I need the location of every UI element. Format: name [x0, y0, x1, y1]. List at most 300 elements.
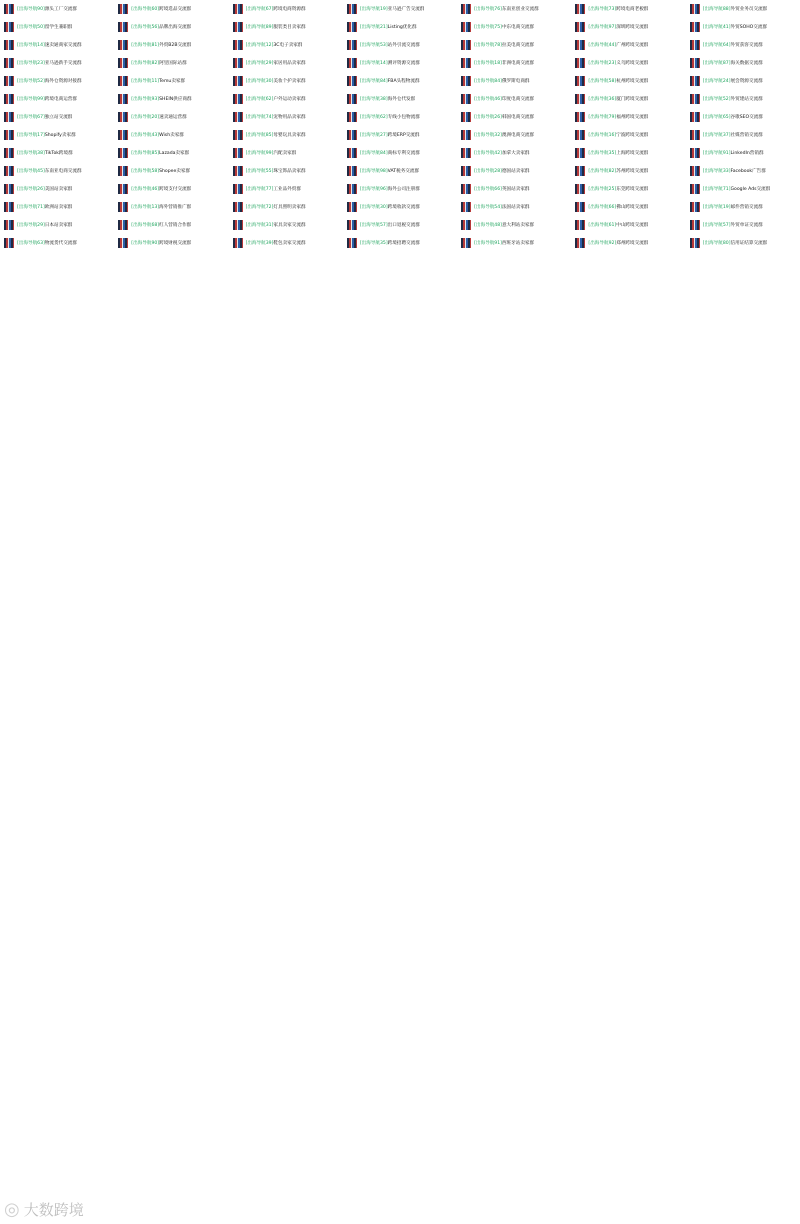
- group-name: 出口退税交流群: [387, 223, 420, 228]
- group-name: 外贸单证交流群: [730, 223, 763, 228]
- group-avatar-icon: [4, 130, 14, 140]
- group-avatar-icon: [461, 148, 471, 158]
- group-list-item[interactable]: [347, 126, 457, 144]
- group-list-item[interactable]: [233, 108, 343, 126]
- group-list-item[interactable]: [690, 234, 800, 252]
- group-name: 中东电商交流群: [501, 25, 535, 30]
- group-id-tag: [出海导航67]: [245, 7, 274, 12]
- group-list-item[interactable]: [575, 126, 685, 144]
- group-id-tag: [出海导航72]: [245, 205, 274, 210]
- group-avatar-icon: [690, 130, 700, 140]
- group-name: 外贸获客交流群: [730, 43, 763, 48]
- group-list-item[interactable]: [575, 144, 685, 162]
- group-avatar-icon: [575, 184, 585, 194]
- group-avatar-icon: [690, 112, 700, 122]
- group-avatar-icon: [4, 76, 14, 86]
- group-list-item[interactable]: [690, 144, 800, 162]
- group-name: Shopify卖家群: [44, 133, 76, 138]
- group-column: [118, 0, 228, 252]
- group-list-item[interactable]: [461, 90, 571, 108]
- group-list-item[interactable]: [690, 216, 800, 234]
- group-list-item[interactable]: [461, 54, 571, 72]
- group-avatar-icon: [690, 202, 700, 212]
- group-id-tag: [出海导航55]: [245, 169, 274, 174]
- group-name: 速卖通商家交流群: [44, 43, 82, 48]
- group-name: 东南亚电商交流群: [44, 169, 82, 174]
- group-name: 苏州跨境交流群: [616, 169, 649, 174]
- group-id-tag: [出海导航79]: [588, 115, 617, 120]
- group-id-tag: [出海导航20]: [131, 115, 160, 120]
- group-list-item[interactable]: [118, 108, 228, 126]
- group-name: 东南亚创业交流群: [501, 7, 539, 12]
- group-name: 厦门跨境交流群: [616, 97, 649, 102]
- group-avatar-icon: [347, 22, 357, 32]
- group-list-item[interactable]: [118, 234, 228, 252]
- group-list-item[interactable]: [347, 180, 457, 198]
- group-list-item[interactable]: [575, 180, 685, 198]
- group-list-item[interactable]: [575, 108, 685, 126]
- group-id-tag: [出海导航77]: [245, 187, 274, 192]
- group-id-tag: [出海导航88]: [702, 7, 731, 12]
- group-avatar-icon: [347, 4, 357, 14]
- group-id-tag: [出海导航38]: [17, 151, 45, 156]
- group-list-item[interactable]: [690, 126, 800, 144]
- group-avatar-icon: [347, 76, 357, 86]
- group-list-item[interactable]: [575, 198, 685, 216]
- group-id-tag: [出海导航30]: [359, 205, 388, 210]
- group-id-tag: [出海导航66]: [588, 205, 617, 210]
- group-list-item[interactable]: [118, 180, 228, 198]
- group-name: 测评资源交流群: [387, 61, 420, 66]
- group-name: 东莞跨境交流群: [616, 187, 649, 192]
- group-name: 中山跨境交流群: [616, 223, 649, 228]
- group-name: 亚马逊新手交流群: [44, 61, 82, 66]
- group-name: 海外仓代发群: [387, 97, 416, 102]
- group-list-item[interactable]: [233, 126, 343, 144]
- group-id-tag: [出海导航25]: [588, 187, 617, 192]
- group-id-tag: [出海导航84]: [359, 151, 388, 156]
- group-id-tag: [出海导航19]: [359, 7, 388, 12]
- group-list-item[interactable]: [118, 90, 228, 108]
- group-column: [4, 0, 114, 252]
- group-avatar-icon: [118, 148, 128, 158]
- group-name: 广州跨境交流群: [616, 43, 649, 48]
- group-name: 日本站卖家群: [44, 223, 73, 228]
- group-name: 跨境支付交流群: [159, 187, 192, 192]
- group-id-tag: [出海导航44]: [588, 43, 617, 48]
- group-list-item[interactable]: [233, 72, 343, 90]
- group-list-item[interactable]: [461, 36, 571, 54]
- group-avatar-icon: [461, 166, 471, 176]
- group-list-item[interactable]: [461, 162, 571, 180]
- group-list-item[interactable]: [347, 72, 457, 90]
- group-list-item[interactable]: [233, 0, 343, 18]
- group-avatar-icon: [461, 4, 471, 14]
- group-list-item[interactable]: [4, 234, 114, 252]
- group-id-tag: [出海导航99]: [245, 151, 274, 156]
- group-list-item[interactable]: [347, 90, 457, 108]
- group-id-tag: [出海导航65]: [702, 115, 731, 120]
- group-name: 外贸SOHO交流群: [730, 25, 768, 30]
- group-id-tag: [出海导航52]: [17, 79, 45, 84]
- group-avatar-icon: [575, 58, 585, 68]
- group-list-item[interactable]: [690, 0, 800, 18]
- group-name: Temu卖家群: [159, 79, 186, 84]
- group-id-tag: [出海导航62]: [359, 115, 388, 120]
- group-list-item[interactable]: [347, 162, 457, 180]
- group-id-tag: [出海导航71]: [702, 187, 731, 192]
- group-avatar-icon: [690, 76, 700, 86]
- group-name: 户外运动卖家群: [273, 97, 306, 102]
- group-list-item[interactable]: [347, 234, 457, 252]
- group-list-item[interactable]: [575, 18, 685, 36]
- group-list-item[interactable]: [4, 72, 114, 90]
- group-avatar-icon: [118, 58, 128, 68]
- group-name: 信用证结算交流群: [730, 241, 768, 246]
- group-avatar-icon: [4, 220, 14, 230]
- group-list-item[interactable]: [690, 36, 800, 54]
- group-avatar-icon: [347, 58, 357, 68]
- group-avatar-icon: [461, 220, 471, 230]
- group-list-item[interactable]: [461, 198, 571, 216]
- group-id-tag: [出海导航84]: [474, 79, 502, 84]
- group-avatar-icon: [4, 4, 14, 14]
- group-id-tag: [出海导航98]: [359, 169, 388, 174]
- group-avatar-icon: [4, 184, 14, 194]
- group-avatar-icon: [118, 22, 128, 32]
- group-list-item[interactable]: [233, 90, 343, 108]
- group-id-tag: [出海导航66]: [474, 187, 502, 192]
- group-id-tag: [出海导航48]: [474, 223, 502, 228]
- group-list-item[interactable]: [575, 90, 685, 108]
- group-id-tag: [出海导航27]: [359, 133, 388, 138]
- group-name: Facebook广告群: [730, 169, 766, 174]
- group-list-item[interactable]: [118, 72, 228, 90]
- group-list-item[interactable]: [347, 36, 457, 54]
- group-id-tag: [出海导航24]: [702, 79, 731, 84]
- group-id-tag: [出海导航97]: [588, 25, 617, 30]
- group-name: 汽配卖家群: [273, 151, 297, 156]
- group-list-item[interactable]: [4, 216, 114, 234]
- group-avatar-icon: [118, 40, 128, 50]
- group-name: 家居用品卖家群: [273, 61, 306, 66]
- group-name: 社媒营销交流群: [730, 133, 763, 138]
- group-list-item[interactable]: [347, 144, 457, 162]
- group-id-tag: [出海导航46]: [131, 187, 160, 192]
- group-avatar-icon: [575, 40, 585, 50]
- group-id-tag: [出海导航58]: [588, 79, 617, 84]
- group-avatar-icon: [461, 58, 471, 68]
- group-list-item[interactable]: [690, 198, 800, 216]
- group-list-item[interactable]: [233, 162, 343, 180]
- group-name: 英国站卖家群: [501, 187, 530, 192]
- group-name: Listing优化群: [387, 25, 417, 30]
- group-list-item[interactable]: [118, 18, 228, 36]
- group-avatar-icon: [233, 148, 243, 158]
- group-name: Google Ads交流群: [730, 187, 771, 192]
- group-id-tag: [出海导航41]: [702, 25, 731, 30]
- group-name: Shopee卖家群: [159, 169, 191, 174]
- group-avatar-icon: [118, 4, 128, 14]
- group-id-tag: [出海导航35]: [359, 241, 388, 246]
- group-name: 跨境电商老板群: [616, 7, 649, 12]
- group-id-tag: [出海导航11]: [131, 79, 160, 84]
- brand-text: 大数跨境: [23, 1201, 84, 1219]
- group-avatar-icon: [690, 40, 700, 50]
- group-list-item[interactable]: [575, 234, 685, 252]
- group-list-item[interactable]: [4, 162, 114, 180]
- group-name: 跨境电商运营群: [44, 97, 77, 102]
- group-id-tag: [出海导航12]: [245, 43, 274, 48]
- group-list-item[interactable]: [461, 72, 571, 90]
- group-name: 灯具照明卖家群: [273, 205, 306, 210]
- group-name: 福州跨境交流群: [616, 115, 649, 120]
- group-list-item[interactable]: [233, 198, 343, 216]
- group-list-item[interactable]: [575, 0, 685, 18]
- group-list-item[interactable]: [347, 108, 457, 126]
- group-list-item[interactable]: [690, 90, 800, 108]
- group-name: 杭州跨境交流群: [616, 79, 649, 84]
- group-avatar-icon: [233, 166, 243, 176]
- group-list-item[interactable]: [347, 18, 457, 36]
- group-list-item[interactable]: [575, 216, 685, 234]
- group-list-item[interactable]: [4, 108, 114, 126]
- group-name: 源头工厂交流群: [44, 7, 77, 12]
- group-list-item[interactable]: [118, 216, 228, 234]
- group-avatar-icon: [575, 112, 585, 122]
- group-name: 阿里国际站群: [159, 61, 187, 66]
- group-name: 上海跨境交流群: [616, 151, 649, 156]
- group-avatar-icon: [575, 148, 585, 158]
- group-list-item[interactable]: [347, 216, 457, 234]
- group-list-item[interactable]: [347, 0, 457, 18]
- group-name: SHEIN供应商群: [159, 97, 192, 102]
- group-avatar-icon: [690, 4, 700, 14]
- group-list-item[interactable]: [461, 0, 571, 18]
- group-avatar-icon: [233, 184, 243, 194]
- group-list-item[interactable]: [4, 54, 114, 72]
- group-id-tag: [出海导航64]: [702, 43, 731, 48]
- group-name: 跨境财税交流群: [159, 241, 192, 246]
- group-list-item[interactable]: [4, 0, 114, 18]
- group-avatar-icon: [347, 94, 357, 104]
- group-list-item[interactable]: [118, 144, 228, 162]
- group-id-tag: [出海导航39]: [245, 241, 274, 246]
- group-list-item[interactable]: [4, 198, 114, 216]
- group-name: 印度电商交流群: [501, 97, 535, 102]
- group-column: [575, 0, 685, 252]
- group-name: 邮件营销交流群: [730, 205, 763, 210]
- group-list-item[interactable]: [347, 54, 457, 72]
- group-name: Wish卖家群: [159, 133, 184, 138]
- group-list-item[interactable]: [690, 72, 800, 90]
- group-id-tag: [出海导航73]: [588, 7, 617, 12]
- group-id-tag: [出海导航67]: [17, 115, 45, 120]
- group-list-item[interactable]: [118, 36, 228, 54]
- group-list-item[interactable]: [233, 144, 343, 162]
- group-name: 站外引流交流群: [387, 43, 420, 48]
- group-avatar-icon: [575, 166, 585, 176]
- group-id-tag: [出海导航35]: [588, 151, 617, 156]
- group-avatar-icon: [118, 220, 128, 230]
- group-avatar-icon: [118, 202, 128, 212]
- group-name: 外贸建站交流群: [730, 97, 763, 102]
- group-list-item[interactable]: [4, 180, 114, 198]
- group-id-tag: [出海导航16]: [588, 133, 617, 138]
- brand-logo-icon: ◎: [4, 1199, 20, 1220]
- group-avatar-icon: [4, 94, 14, 104]
- group-list-item[interactable]: [233, 234, 343, 252]
- group-list-item[interactable]: [118, 126, 228, 144]
- group-name: 法国站卖家群: [501, 205, 530, 210]
- group-avatar-icon: [4, 112, 14, 122]
- group-name: 美妆个护卖家群: [273, 79, 306, 84]
- group-column: [347, 0, 457, 252]
- group-list-item[interactable]: [4, 36, 114, 54]
- group-name: 展会资源交流群: [730, 79, 763, 84]
- group-avatar-icon: [233, 202, 243, 212]
- group-id-tag: [出海导航17]: [17, 133, 45, 138]
- group-list-item[interactable]: [4, 144, 114, 162]
- group-name: 西班牙站卖家群: [501, 241, 535, 246]
- group-avatar-icon: [233, 220, 243, 230]
- group-id-tag: [出海导航43]: [131, 133, 160, 138]
- group-list-item[interactable]: [575, 36, 685, 54]
- group-list-item[interactable]: [690, 180, 800, 198]
- group-list-item[interactable]: [461, 234, 571, 252]
- group-avatar-icon: [461, 238, 471, 248]
- group-avatar-icon: [347, 238, 357, 248]
- group-id-tag: [出海导航52]: [702, 97, 731, 102]
- group-avatar-icon: [690, 220, 700, 230]
- group-avatar-icon: [118, 166, 128, 176]
- group-name: 深圳跨境交流群: [616, 25, 649, 30]
- group-avatar-icon: [233, 76, 243, 86]
- group-id-tag: [出海导航14]: [359, 61, 388, 66]
- group-list-item[interactable]: [575, 54, 685, 72]
- group-name: 母婴玩具卖家群: [273, 133, 306, 138]
- group-id-tag: [出海导航61]: [588, 223, 617, 228]
- group-id-tag: [出海导航29]: [245, 61, 274, 66]
- group-avatar-icon: [461, 202, 471, 212]
- group-id-tag: [出海导航89]: [245, 25, 274, 30]
- group-avatar-icon: [233, 22, 243, 32]
- group-avatar-icon: [118, 184, 128, 194]
- group-avatar-icon: [347, 166, 357, 176]
- group-name: Lazada卖家群: [159, 151, 190, 156]
- group-id-tag: [出海导航50]: [17, 25, 45, 30]
- group-list-item[interactable]: [690, 54, 800, 72]
- group-name: 鞋包卖家交流群: [273, 241, 306, 246]
- group-name: 红人营销合作群: [159, 223, 192, 228]
- group-id-tag: [出海导航57]: [359, 223, 388, 228]
- group-list-item[interactable]: [461, 18, 571, 36]
- group-name: FBA头程物流群: [387, 79, 420, 84]
- group-list-item[interactable]: [233, 216, 343, 234]
- group-id-tag: [出海导航54]: [474, 205, 502, 210]
- group-avatar-icon: [575, 76, 585, 86]
- group-list-item[interactable]: [690, 18, 800, 36]
- group-list-item[interactable]: [461, 216, 571, 234]
- group-id-tag: [出海导航99]: [17, 97, 45, 102]
- group-list-item[interactable]: [118, 162, 228, 180]
- group-list-item[interactable]: [461, 180, 571, 198]
- group-id-tag: [出海导航74]: [245, 115, 274, 120]
- group-avatar-icon: [118, 94, 128, 104]
- group-id-tag: [出海导航28]: [474, 169, 502, 174]
- group-id-tag: [出海导航91]: [702, 151, 731, 156]
- group-name: 速卖通运营群: [159, 115, 187, 120]
- group-name: 专线小包物流群: [387, 115, 420, 120]
- group-name: 留学生兼职群: [44, 25, 73, 30]
- group-avatar-icon: [461, 130, 471, 140]
- group-list-item[interactable]: [461, 126, 571, 144]
- group-list-item[interactable]: [347, 198, 457, 216]
- group-column: [233, 0, 343, 252]
- group-name: 跨境选品交流群: [159, 7, 192, 12]
- group-avatar-icon: [690, 58, 700, 68]
- group-list-item[interactable]: [118, 198, 228, 216]
- group-name: 郑州跨境交流群: [616, 241, 649, 246]
- group-name: 拉美电商交流群: [501, 43, 535, 48]
- group-avatar-icon: [690, 166, 700, 176]
- group-id-tag: [出海导航90]: [17, 7, 45, 12]
- group-avatar-icon: [118, 112, 128, 122]
- group-list-item[interactable]: [461, 144, 571, 162]
- group-name: 海外营销推广群: [159, 205, 192, 210]
- group-name: 谷歌SEO交流群: [730, 115, 763, 120]
- group-list-item[interactable]: [233, 180, 343, 198]
- group-list-item[interactable]: [575, 162, 685, 180]
- group-id-tag: [出海导航85]: [131, 151, 160, 156]
- group-name: 服装类目卖家群: [273, 25, 306, 30]
- group-list-item[interactable]: [4, 126, 114, 144]
- group-avatar-icon: [4, 40, 14, 50]
- group-list-item[interactable]: [233, 54, 343, 72]
- group-list-item[interactable]: [461, 108, 571, 126]
- group-avatar-icon: [347, 130, 357, 140]
- group-id-tag: [出海导航78]: [474, 43, 502, 48]
- group-avatar-icon: [461, 40, 471, 50]
- group-id-tag: [出海导航42]: [474, 151, 502, 156]
- group-name: LinkedIn营销群: [730, 151, 764, 156]
- group-avatar-icon: [233, 112, 243, 122]
- group-list-item[interactable]: [233, 18, 343, 36]
- group-column: [461, 0, 571, 252]
- group-name: 独立站交流群: [44, 115, 73, 120]
- group-avatar-icon: [4, 238, 14, 248]
- group-list-item[interactable]: [233, 36, 343, 54]
- group-id-tag: [出海导航80]: [702, 241, 731, 246]
- group-name: 加拿大卖家群: [501, 151, 530, 156]
- group-list-item[interactable]: [575, 72, 685, 90]
- group-id-tag: [出海导航63]: [17, 241, 45, 246]
- group-avatar-icon: [4, 58, 14, 68]
- group-list-item[interactable]: [118, 54, 228, 72]
- group-list-item[interactable]: [118, 0, 228, 18]
- group-list-item[interactable]: [690, 162, 800, 180]
- group-id-tag: [出海导航62]: [245, 97, 274, 102]
- group-list-item[interactable]: [690, 108, 800, 126]
- group-avatar-icon: [461, 184, 471, 194]
- group-avatar-icon: [690, 94, 700, 104]
- group-id-tag: [出海导航91]: [474, 241, 502, 246]
- group-name: 外贸B2B交流群: [159, 43, 192, 48]
- group-id-tag: [出海导航33]: [702, 169, 731, 174]
- group-list-item[interactable]: [4, 90, 114, 108]
- group-name: 美国站卖家群: [44, 187, 73, 192]
- group-list-item[interactable]: [4, 18, 114, 36]
